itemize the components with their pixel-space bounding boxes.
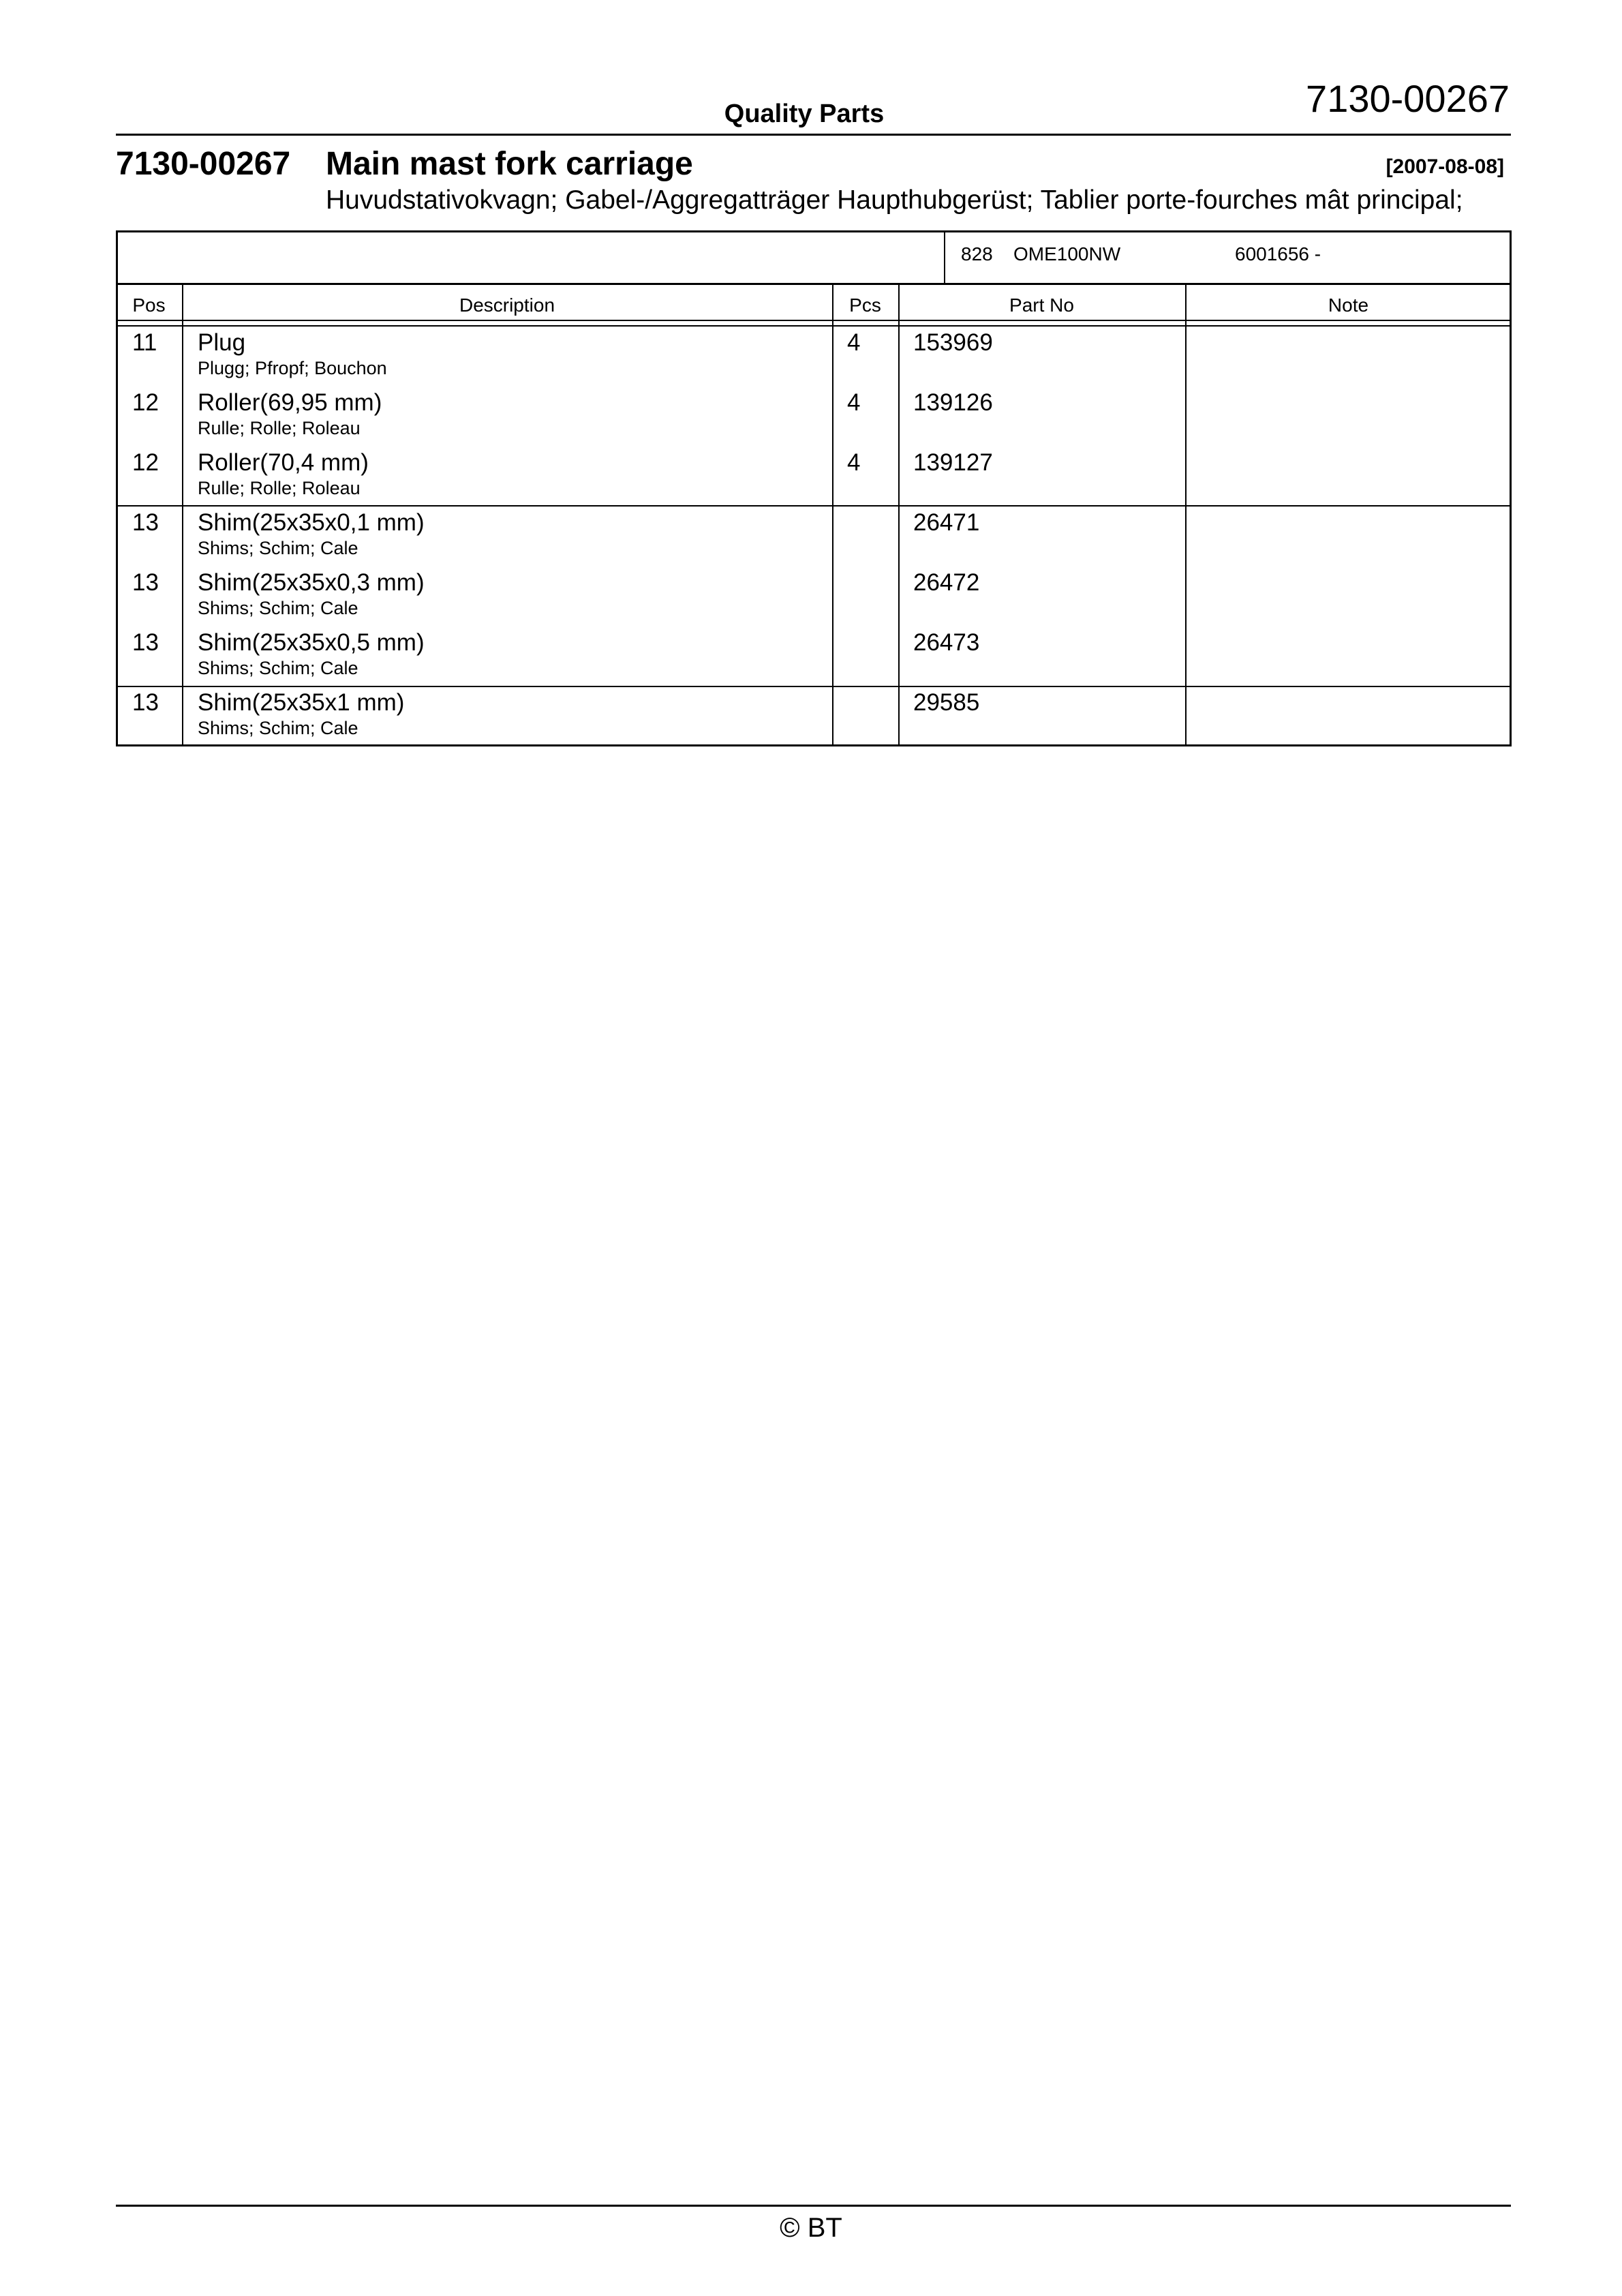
- row-translation: Shims; Schim; Cale: [198, 718, 358, 738]
- row-translation: Plugg; Pfropf; Bouchon: [198, 358, 387, 378]
- column-divider-description: [832, 283, 833, 746]
- column-divider-pos: [182, 283, 183, 746]
- title-translations: Huvudstativokvagn; Gabel-/Aggregatträger Haupthubgerüst; Tablier porte-fourches mât principal;: [326, 185, 1463, 215]
- header-row-rule: [116, 325, 1512, 327]
- row-description: Roller(69,95 mm): [198, 389, 382, 416]
- model-box-divider: [944, 230, 945, 285]
- row-description: Shim(25x35x1 mm): [198, 689, 405, 716]
- row-pos: 12: [132, 389, 159, 416]
- row-pos: 13: [132, 629, 159, 656]
- row-part-no: 26472: [913, 569, 980, 596]
- row-part-no: 139127: [913, 449, 993, 476]
- row-translation: Rulle; Rolle; Roleau: [198, 478, 361, 498]
- row-translation: Shims; Schim; Cale: [198, 658, 358, 678]
- page-title: Main mast fork carriage: [326, 146, 693, 182]
- header-brand: Quality Parts: [724, 100, 885, 128]
- model-serial: 6001656 -: [1235, 243, 1321, 265]
- title-date: [2007-08-08]: [1386, 155, 1504, 178]
- footer-divider: [116, 2205, 1511, 2207]
- column-header-pos: Pos: [132, 294, 166, 316]
- row-description: Shim(25x35x0,3 mm): [198, 569, 425, 596]
- row-part-no: 26473: [913, 629, 980, 656]
- row-pcs: 4: [847, 449, 861, 476]
- model-code: 828: [961, 243, 993, 265]
- group-separator: [116, 686, 1512, 687]
- model-name: OME100NW: [1013, 243, 1121, 265]
- header-divider: [116, 134, 1511, 136]
- column-divider-part-no: [1185, 283, 1187, 746]
- row-part-no: 139126: [913, 389, 993, 416]
- title-number: 7130-00267: [116, 146, 291, 182]
- column-header-note: Note: [1328, 294, 1369, 316]
- row-pos: 13: [132, 509, 159, 536]
- row-pos: 13: [132, 569, 159, 596]
- column-header-part-no: Part No: [1009, 294, 1074, 316]
- row-translation: Rulle; Rolle; Roleau: [198, 418, 361, 438]
- row-pcs: 4: [847, 389, 861, 416]
- row-part-no: 29585: [913, 689, 980, 716]
- row-translation: Shims; Schim; Cale: [198, 598, 358, 618]
- column-header-pcs: Pcs: [849, 294, 881, 316]
- column-header-description: Description: [459, 294, 555, 316]
- row-pos: 13: [132, 689, 159, 716]
- row-description: Shim(25x35x0,5 mm): [198, 629, 425, 656]
- row-pos: 11: [132, 329, 157, 356]
- group-separator: [116, 505, 1512, 507]
- row-pos: 12: [132, 449, 159, 476]
- footer-copyright: © BT: [780, 2213, 842, 2243]
- row-description: Plug: [198, 329, 246, 356]
- column-divider-pcs: [898, 283, 900, 746]
- row-description: Roller(70,4 mm): [198, 449, 369, 476]
- row-part-no: 153969: [913, 329, 993, 356]
- row-translation: Shims; Schim; Cale: [198, 538, 358, 558]
- row-pcs: 4: [847, 329, 861, 356]
- row-description: Shim(25x35x0,1 mm): [198, 509, 425, 536]
- header-doc-number: 7130-00267: [1306, 77, 1510, 120]
- header-row-rule: [116, 320, 1512, 321]
- row-part-no: 26471: [913, 509, 980, 536]
